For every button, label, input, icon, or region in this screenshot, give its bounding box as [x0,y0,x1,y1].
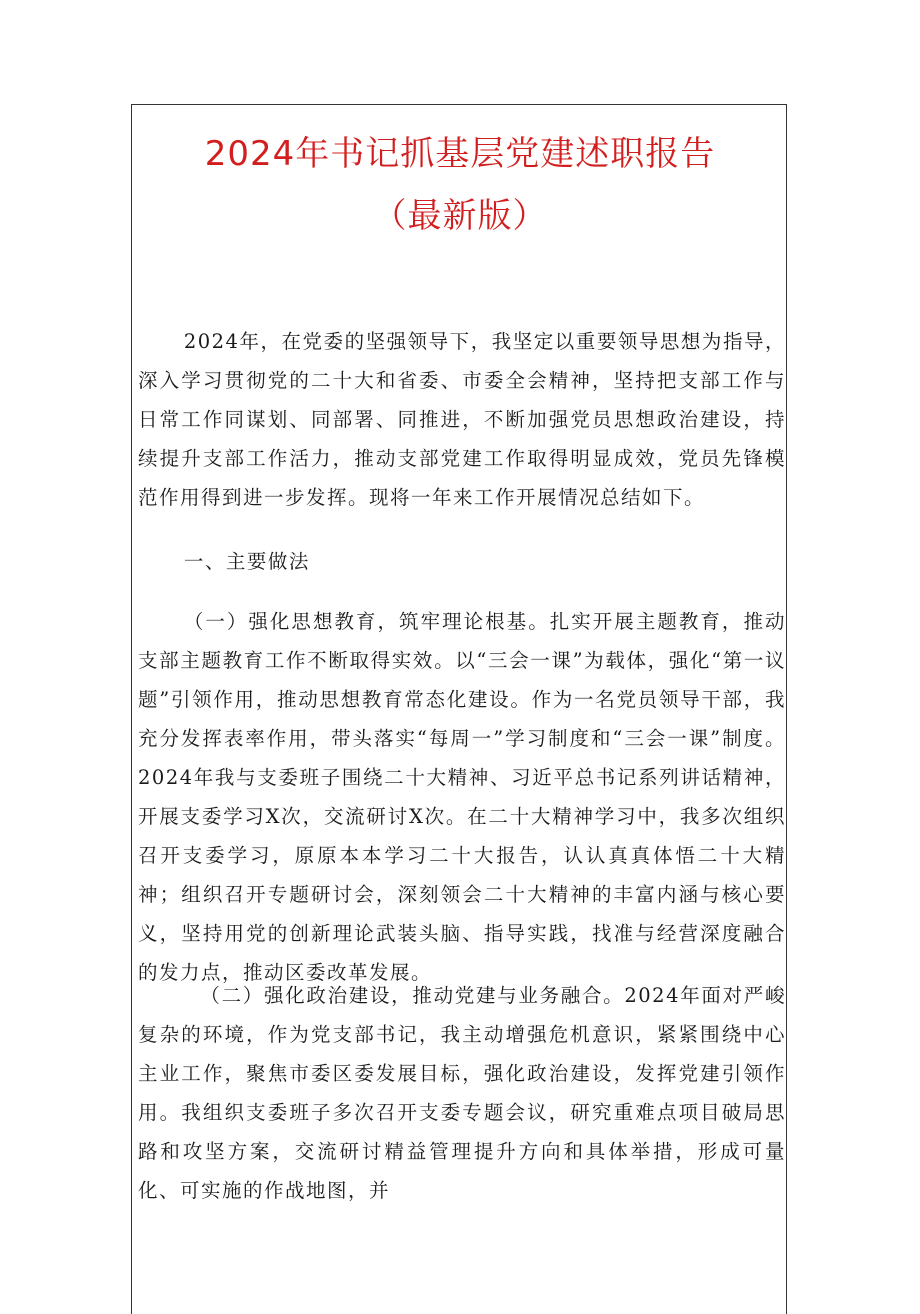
item-2-paragraph: （二）强化政治建设，推动党建与业务融合。2024年面对严峻复杂的环境，作为党支部书记，我主动增强危机意识，紧紧围绕中心主业工作，聚焦市委区委发展目标，强化政治建设，发挥党建引领作用。我组织支委班子多次召开支委专题会议，研究重难点项目破局思路和攻坚方案，交流研讨精益管理提升方向和具体举措，形成可量化、可实施的作战地图，并 [138,984,786,1202]
intro-paragraph: 2024年，在党委的坚强领导下，我坚定以重要领导思想为指导，深入学习贯彻党的二十大和省委、市委全会精神，坚持把支部工作与日常工作同谋划、同部署、同推进，不断加强党员思想政治建设，持续提升支部工作活力，推动支部党建工作取得明显成效，党员先锋模范作用得到进一步发挥。现将一年来工作开展情况总结如下。 [138,330,786,509]
item-1-paragraph: （一）强化思想教育，筑牢理论根基。扎实开展主题教育，推动支部主题教育工作不断取得实效。以“三会一课”为载体，强化“第一议题”引领作用，推动思想教育常态化建设。作为一名党员领导干部，我充分发挥表率作用，带头落实“每周一”学习制度和“三会一课”制度。2024年我与支委班子围绕二十大精神、习近平总书记系列讲话精神，开展支委学习X次，交流研讨X次。在二十大精神学习中，我多次组织召开支委学习，原原本本学习二十大报告，认认真真体悟二十大精神；组织召开专题研讨会，深刻领会二十大精神的丰富内涵与核心要义，坚持用党的创新理论武装头脑、指导实践，找准与经营深度融合的发力点，推动区委改革发展。 [138,610,786,984]
document-title: 2024年书记抓基层党建述职报告 [204,134,716,174]
document-subtitle: （最新版） [372,196,548,236]
section-heading-main-practices: 一、主要做法 [183,550,310,573]
